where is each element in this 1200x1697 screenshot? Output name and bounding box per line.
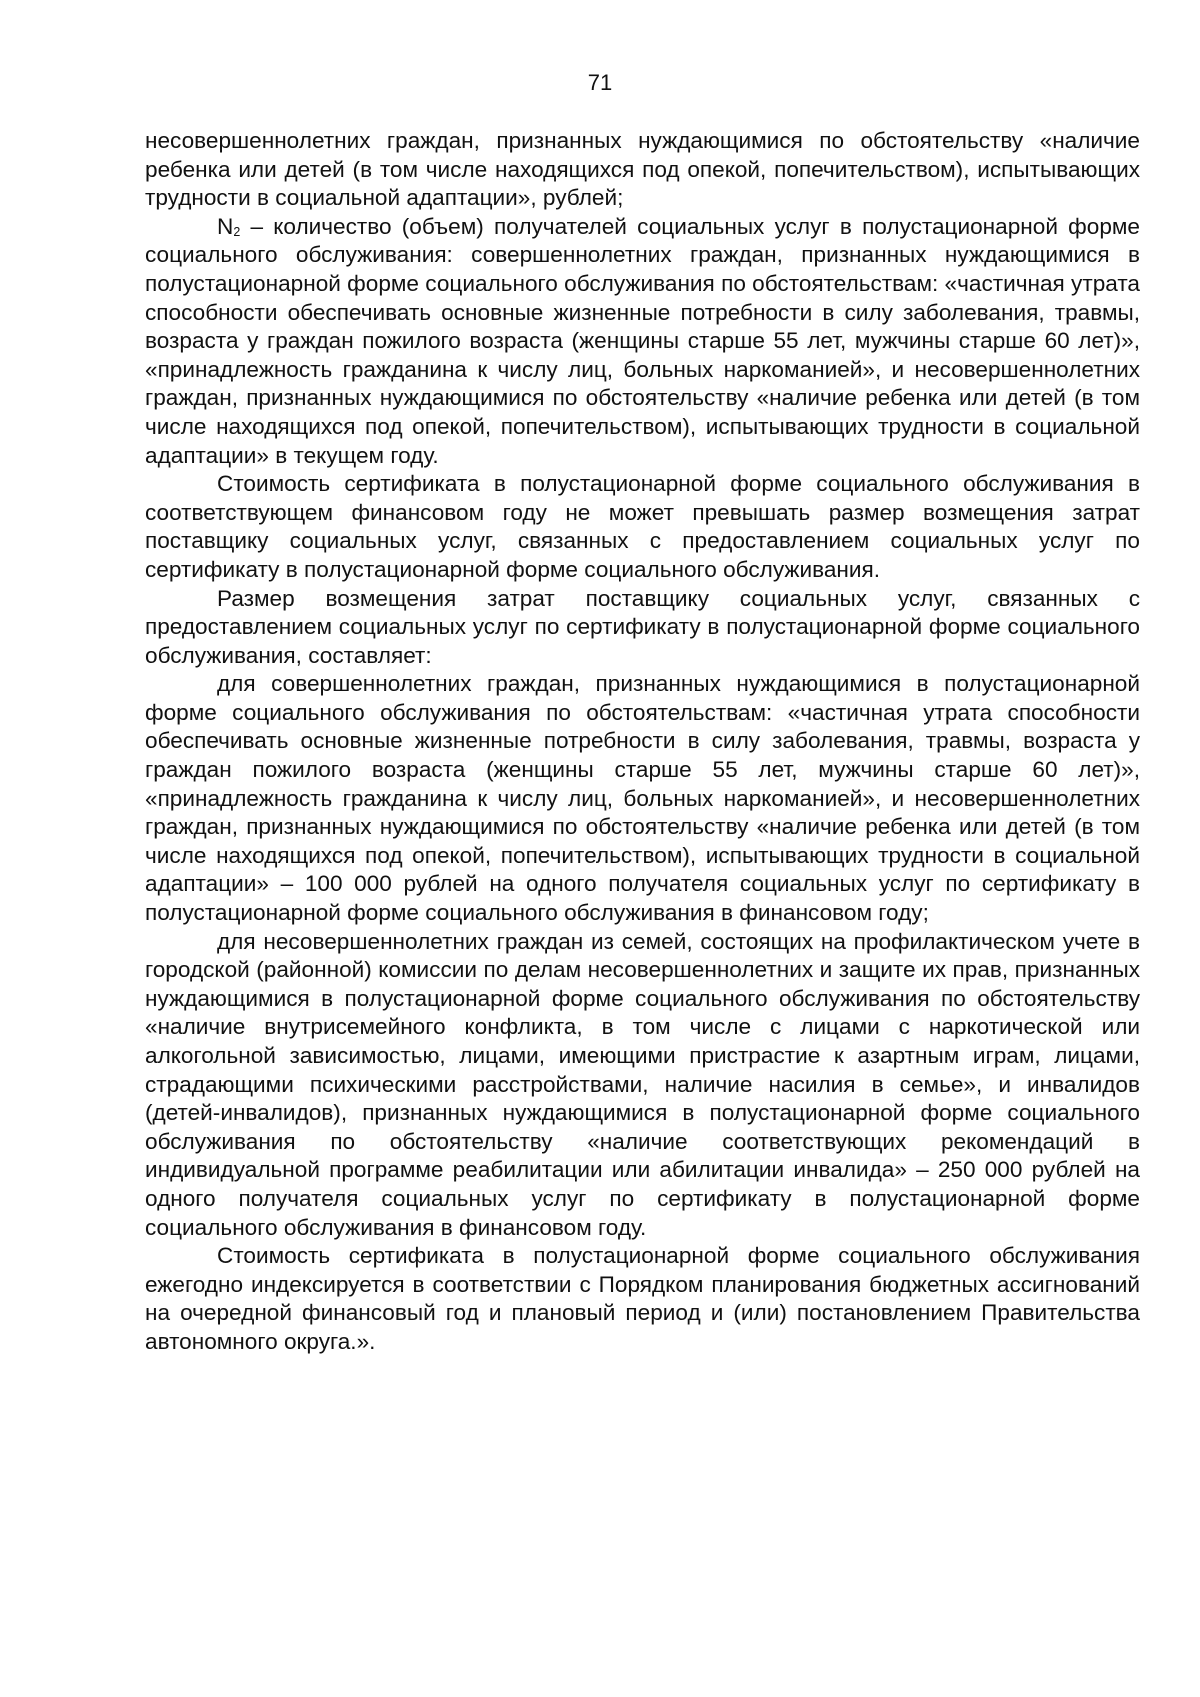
n2-subscript: 2: [233, 225, 241, 240]
document-body: [145, 127, 1140, 1357]
paragraph-indexation: Стоимость сертификата в полустационарной форме социального обслуживания ежегодно индексируется в соответствии с Порядком планирования бюджетных ассигнований на очередной финансовый год и плановый период и (или) постановлением Правительства автономного округа.».: [145, 1243, 1140, 1354]
paragraph-reimbursement-intro: Размер возмещения затрат поставщику социальных услуг, связанных с предоставлением социальных услуг по сертификату в полустационарной форме социального обслуживания, составляет:: [145, 585, 1140, 668]
page-number: 71: [587, 70, 613, 95]
paragraph-continuation: несовершеннолетних граждан, признанных нуждающимися по обстоятельству «наличие ребенка или детей (в том числе находящихся под опекой, попечительством), испытывающих трудности в социальной адаптации», рублей;: [145, 128, 1140, 211]
paragraph-n2-definition: [145, 213, 1140, 470]
n2-symbol: N: [217, 213, 234, 239]
n2-definition-text: – количество (объем) получателей социальных услуг в полустационарной форме социального обслуживания: совершеннолетних граждан, признанных нуждающимися в полустационарной форме социального обслуживания по обстоятельствам: «частичная утрата способности обеспечивать основные жизненные потребности в силу заболевания, травмы, возраста у граждан пожилого возраста (женщины старше 55 лет, мужчины старше 60 лет)», «принадлежность гражданина к числу лиц, больных наркоманией», и несовершеннолетних граждан, признанных нуждающимися по обстоятельству «наличие ребенка или детей (в том числе находящихся под опекой, попечительством), испытывающих трудности в социальной адаптации» в текущем году.: [145, 213, 1140, 468]
paragraph-certificate-cost-limit: Стоимость сертификата в полустационарной форме социального обслуживания в соответствующем финансовом году не может превышать размер возмещения затрат поставщику социальных услуг, связанных с предоставлением социальных услуг по сертификату в полустационарной форме социального обслуживания.: [145, 471, 1140, 582]
paragraph-reimbursement-minors-disabled: для несовершеннолетних граждан из семей, состоящих на профилактическом учете в городской (районной) комиссии по делам несовершеннолетних и защите их прав, признанных нуждающимися в полустационарной форме социального обслуживания по обстоятельству «наличие внутрисемейного конфликта, в том числе с лицами с наркотической или алкогольной зависимостью, лицами, имеющими пристрастие к азартным играм, лицами, страдающими психическими расстройствами, наличие насилия в семье», и инвалидов (детей-инвалидов), признанных нуждающимися в полустационарной форме социального обслуживания по обстоятельству «наличие соответствующих рекомендаций в индивидуальной программе реабилитации или абилитации инвалида» – 250 000 рублей на одного получателя социальных услуг по сертификату в полустационарной форме социального обслуживания в финансовом году.: [145, 928, 1140, 1240]
paragraph-reimbursement-adults: для совершеннолетних граждан, признанных нуждающимися в полустационарной форме социального обслуживания по обстоятельствам: «частичная утрата способности обеспечивать основные жизненные потребности в силу заболевания, травмы, возраста у граждан пожилого возраста (женщины старше 55 лет, мужчины старше 60 лет)», «принадлежность гражданина к числу лиц, больных наркоманией», и несовершеннолетних граждан, признанных нуждающимися по обстоятельству «наличие ребенка или детей (в том числе находящихся под опекой, попечительством), испытывающих трудности в социальной адаптации» – 100 000 рублей на одного получателя социальных услуг по сертификату в полустационарной форме социального обслуживания в финансовом году;: [145, 671, 1140, 926]
